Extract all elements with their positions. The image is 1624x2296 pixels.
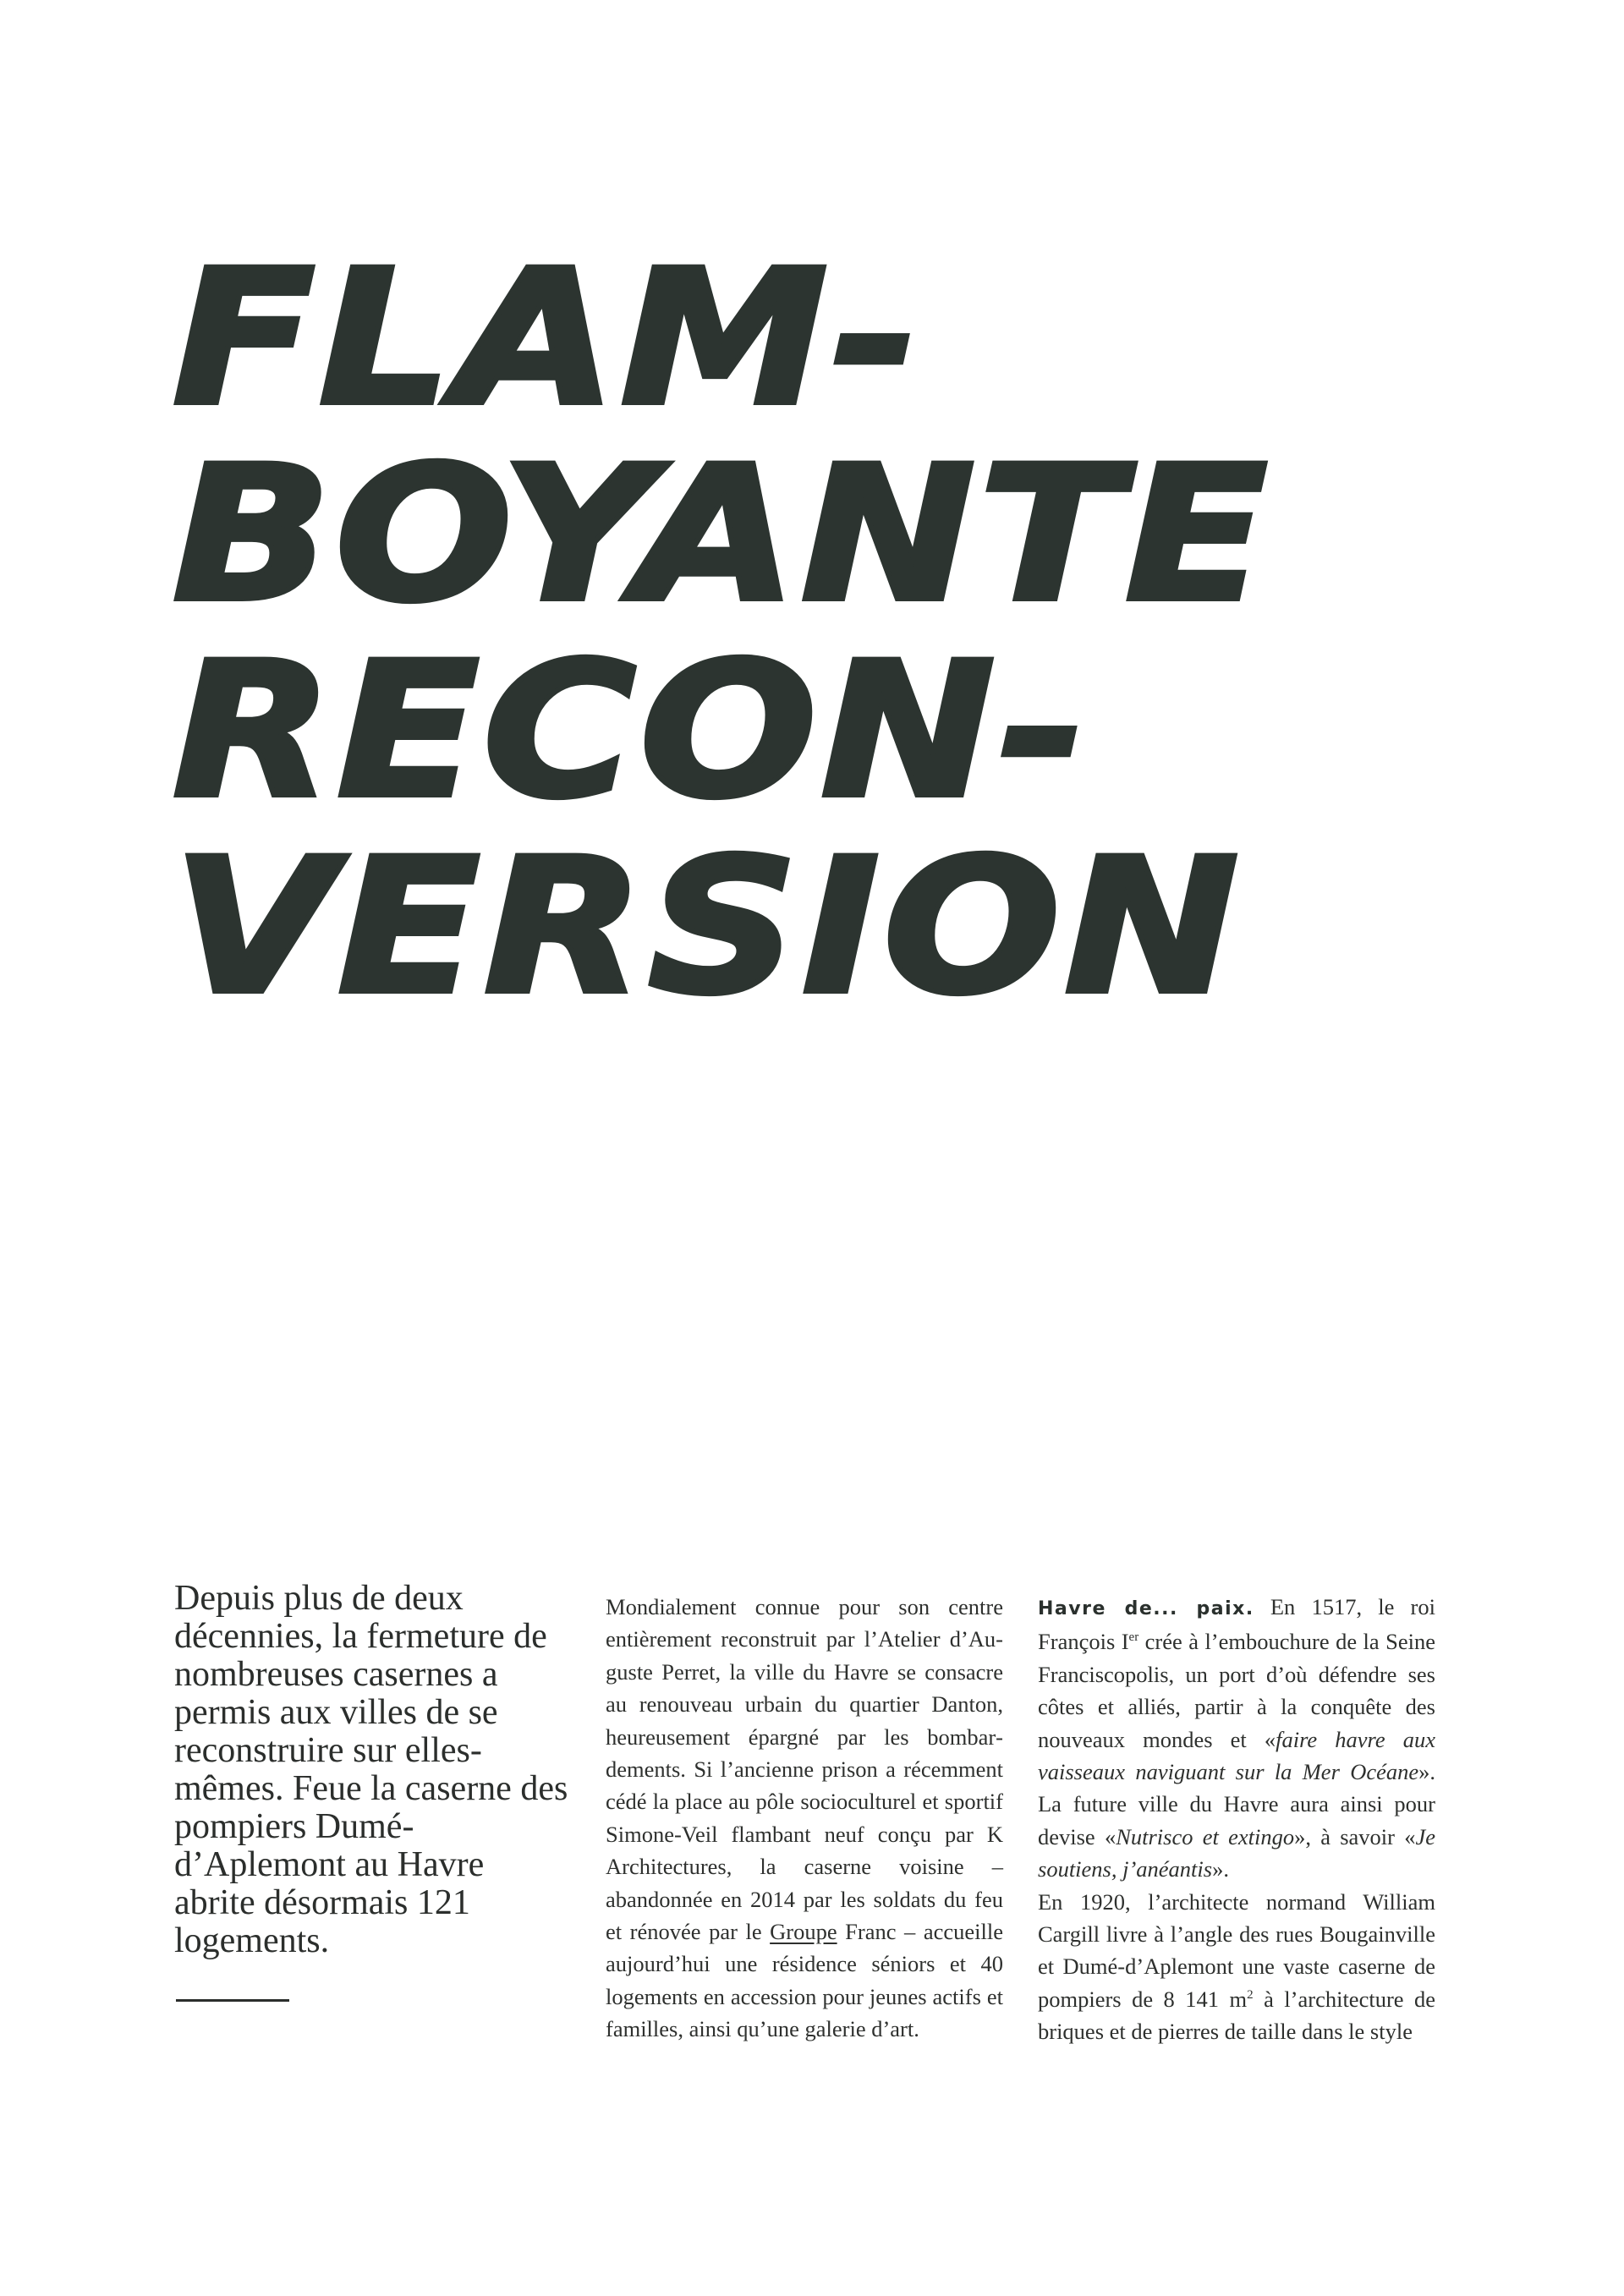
body-text: », à savoir « [1294, 1823, 1416, 1849]
lede-divider [176, 1999, 289, 2002]
quote-text: faire havre aux vaisseaux naviguant sur la Mer Océane [1038, 1726, 1435, 1785]
body-text: à l’architecture de briques et de pierres de taille dans le style [1038, 1986, 1436, 2045]
body-text: Mondialement connue pour son centre entièrement reconstruit par l’Atelier d’Auguste Perret, la ville du Havre se consacre au renouveau urbain du quartier Danton, heureusement épargné par les bombardements. Si l’ancienne prison a récemment cédé la place au pôle socioculturel et sportif Simone-Veil flambant neuf conçu par K Architectures, la caserne voisine – abandonnée en 2014 par les soldats du feu et rénovée par le [606, 1594, 1003, 1945]
superscript: er [1128, 1630, 1139, 1645]
body-paragraph [1038, 1886, 1435, 2048]
body-text: ». La future ville du Havre aura ainsi pour devise « [1038, 1759, 1435, 1849]
section-runin-heading: Havre de... paix. [1038, 1598, 1254, 1619]
body-paragraph [1038, 1591, 1435, 1886]
lede-paragraph: Depuis plus de deux décennies, la fermeture de nombreuses casernes a permis aux villes de se reconstruire sur elles-mêmes. Feue la caserne des pompiers Dumé-d’Aplemont au Havre abrite désormais 121 logements. [174, 1579, 568, 1960]
quote-text: Nutrisco et extingo [1116, 1823, 1295, 1849]
body-text: Franc – accueille aujourd’hui une résidence séniors et 40 logements en accession pour jeunes actifs et familles, ainsi qu’une galerie d’art. [606, 1919, 1003, 2042]
body-text: En 1517, le roi François I [1038, 1594, 1435, 1655]
superscript: 2 [1247, 1987, 1254, 2002]
groupe-link[interactable]: Groupe [770, 1919, 837, 1945]
body-column-2 [1038, 1591, 1435, 2048]
headline-line-4: VERSION [173, 819, 1243, 1035]
body-text: ». [1212, 1856, 1229, 1882]
headline [173, 230, 1271, 1035]
body-column-1 [606, 1591, 1003, 2046]
quote-text: Je soutiens, j’anéantis [1038, 1823, 1435, 1882]
headline-line-2: BOYANTE [173, 426, 1271, 643]
body-paragraph [606, 1591, 1003, 2046]
body-text: crée à l’embouchure de la Seine Franciscopolis, un port d’où défendre ses côtes et alliés, partir à la conquête des nouveaux mondes et « [1038, 1629, 1435, 1752]
body-text: En 1920, l’architecte normand William Cargill livre à l’angle des rues Bougainville et Dumé-d’Aplemont une vaste caserne de pompiers de 8 141 m [1038, 1888, 1435, 2012]
headline-line-1: FLAM- [173, 230, 922, 447]
headline-line-3: RECON- [173, 622, 1089, 839]
